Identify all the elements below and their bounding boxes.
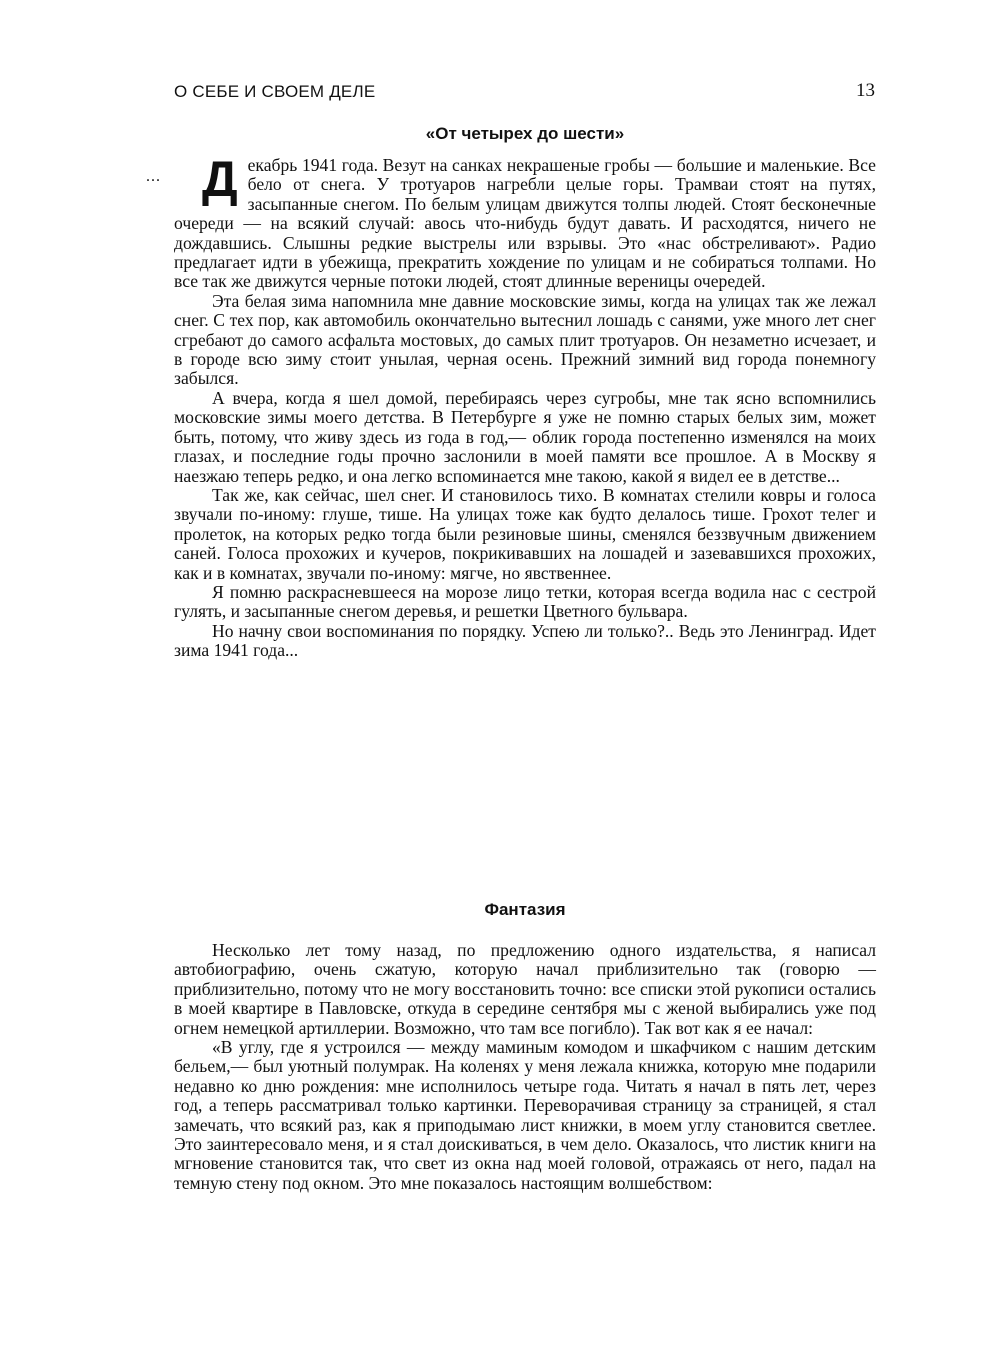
page-number: 13 (856, 80, 875, 101)
paragraph: Эта белая зима напомнила мне давние московские зимы, когда на улицах так же лежал снег. С тех пор, как автомобиль окончательно вытеснил лошадь с санями, уже много лет снег сгребают до самого асфальта мостовых, до самых плит тротуаров. Он незаметно исчезает, и в городе всю зиму стоит унылая, черная осень. Прежний зимний вид города понемногу забылся. (174, 290, 876, 389)
paragraph: «В углу, где я устроился — между маминым комодом и шкафчиком с нашим детским бельем,— был уютный полумрак. На коленях у меня лежала книжка, которую мне подарили недавно ко дню рождения: мне исполнилось четыре года. Читать я начал в пять лет, через год, а теперь рассматривал только картинки. Переворачивая страницу за страницей, я стал замечать, что всякий раз, как я приподымаю лист книжки, в моем углу становится светлее. Это заинтересовало меня, и я стал доискиваться, в чем дело. Оказалось, что листик книги на мгновение становится так, что свет из окна над моей головой, отражаясь от него, падал на темную стену под окном. Это мне показалось настоящим волшебством: (174, 1037, 876, 1193)
paragraph: Но начну свои воспоминания по порядку. Успею ли только?.. Ведь это Ленинград. Идет зима 1941 года... (174, 620, 876, 661)
running-head: О СЕБЕ И СВОЕМ ДЕЛЕ (174, 82, 376, 101)
section-2-text (174, 941, 876, 1193)
paragraph (146, 151, 876, 292)
paragraph: Я помню раскрасневшееся на морозе лицо тетки, которая всегда водила нас с сестрой гулять, и засыпанные снегом деревья, и решетки Цветного бульвара. (174, 581, 876, 622)
drop-cap-ellipsis: ... (146, 168, 161, 185)
paragraph: Так же, как сейчас, шел снег. И становилось тихо. В комнатах стелили ковры и голоса звучали по-иному: глуше, тише. На улицах тоже как будто делалось тише. Грохот телег и пролеток, на которых редко тогда были резиновые шины, сменялся беззвучным движением саней. Голоса прохожих и кучеров, покрикивавших на лошадей и зазевавшихся прохожих, как и в комнатах, звучали по-иному: мягче, но явственнее. (174, 484, 876, 583)
paragraph: Несколько лет тому назад, по предложению одного издательства, я написал автобиографию, очень сжатую, которую начал приблизительно так (говорю — приблизительно, потому что не могу восстановить точно: все списки этой рукописи остались в моей квартире в Павловске, откуда в середине сентября мы с женой выбирались уже под огнем немецкой артиллерии. Возможно, что там все погибло). Так вот как я ее начал: (174, 940, 876, 1038)
section-title-2: Фантазия (484, 900, 566, 919)
drop-cap-letter: Д (202, 151, 238, 207)
paragraph: А вчера, когда я шел домой, перебираясь через сугробы, мне так ясно вспомнились московские зимы моего детства. В Петербурге я уже не помню старых белых зим, может быть, потому, что живу здесь из года в год,— облик города постепенно изменялся на моих глазах, и последние годы прочно заслонили в моей памяти все прошлое. А в Москву я наезжаю теперь редко, и она легко вспоминается мне такою, какой я видел ее в детстве... (174, 387, 876, 486)
drop-cap (146, 151, 238, 207)
paragraph-text: екабрь 1941 года. Везут на санках некрашеные гробы — большие и маленькие. Все бело от снега. У тротуаров нагребли целые горы. Трамваи стоят на путях, засыпанные снегом. По белым улицам движутся толпы людей. Стоят бесконечные очереди — на всякий случай: авось что-нибудь будут давать. И расходятся, ничего не дождавшись. Слышны редкие выстрелы или взрывы. Это «нас обстреливают». Радио предлагает идти в убежища, прекратить хождение по улицам и не собираться толпами. Но все так же движутся черные потоки людей, стоят длинные вереницы очередей. (174, 155, 876, 292)
section-1-text (146, 151, 876, 661)
section-title-1: «От четырех до шести» (425, 124, 625, 143)
